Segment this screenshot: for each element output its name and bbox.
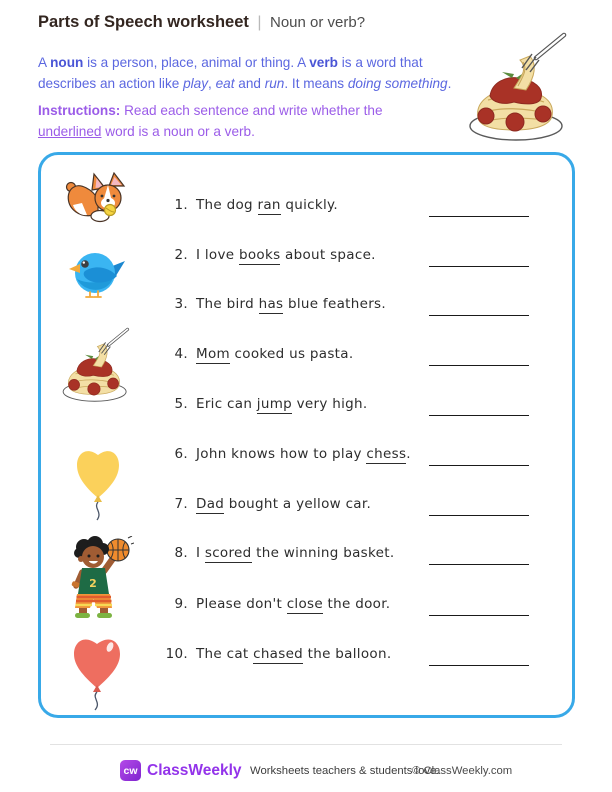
question-sentence [196, 446, 411, 462]
underlined-word: scored [204, 545, 252, 561]
worksheet-title: Parts of Speech worksheet [38, 13, 249, 31]
question-number: 1. [174, 197, 188, 213]
instructions-text: word is a noun or a verb. [101, 123, 255, 139]
underlined-demo-word: underlined [38, 123, 102, 139]
underlined-word: has [258, 296, 284, 312]
footer-copyright: © ClassWeekly.com [412, 765, 513, 777]
underlined-word: Mom [196, 346, 230, 362]
answer-line[interactable] [429, 615, 529, 616]
red-heart-balloon-icon [70, 628, 124, 712]
example-word: eat [215, 75, 235, 91]
instructions-label: Instructions: [38, 103, 121, 118]
intro-text: is a person, place, animal or thing. A [83, 55, 310, 70]
question-number: 10. [165, 646, 188, 662]
worksheet-subtitle: Noun or verb? [269, 14, 366, 31]
question-sentence [196, 646, 391, 662]
footer-tagline: Worksheets teachers & students love. [250, 765, 440, 777]
sentence-text: I love [196, 247, 239, 263]
question-row [38, 294, 575, 314]
intro-text: is a word that describes an action like [38, 55, 423, 91]
sentence-text: very high. [292, 396, 368, 412]
answer-line[interactable] [429, 365, 529, 366]
intro-text: A [38, 55, 51, 70]
instructions-text: Read each sentence and write whether the [120, 103, 383, 118]
answer-line[interactable] [429, 415, 529, 416]
answer-line[interactable] [429, 564, 529, 565]
question-sentence [196, 596, 390, 612]
footer-divider [50, 744, 562, 745]
sentence-text: about space. [280, 247, 376, 263]
sentence-text: The bird [196, 296, 259, 312]
classweekly-logo-icon[interactable]: cw [120, 760, 141, 781]
answer-line[interactable] [429, 216, 529, 217]
sentence-text: blue feathers. [283, 296, 386, 312]
question-row [38, 195, 575, 215]
sentence-text: Please don't [196, 596, 287, 612]
noun-keyword: noun [50, 55, 84, 70]
sentence-text: The dog [196, 197, 258, 213]
answer-line[interactable] [429, 315, 529, 316]
intro-text: and [234, 75, 265, 91]
question-sentence [196, 396, 367, 412]
sentence-text: The cat [196, 646, 254, 662]
example-word: play [183, 75, 209, 91]
underlined-word: close [286, 596, 323, 612]
sentence-text: I [196, 545, 205, 561]
question-sentence [196, 247, 376, 263]
question-sentence [196, 197, 338, 213]
underlined-word: chased [253, 646, 304, 662]
title-separator: | [257, 14, 262, 31]
question-number: 8. [174, 545, 188, 561]
question-number: 4. [174, 346, 188, 362]
question-number: 7. [174, 496, 188, 512]
example-word: run [264, 75, 285, 91]
underlined-word: books [238, 247, 281, 263]
sentence-text: Eric can [196, 396, 257, 412]
question-row [38, 394, 575, 414]
answer-line[interactable] [429, 266, 529, 267]
intro-text: , [208, 75, 216, 91]
question-row [38, 444, 575, 464]
intro-text: . [447, 75, 452, 91]
question-sentence [196, 496, 371, 512]
question-sentence [196, 296, 386, 312]
question-sentence [196, 545, 394, 561]
answer-line[interactable] [429, 665, 529, 666]
definition-paragraph [38, 53, 458, 94]
answer-line[interactable] [429, 515, 529, 516]
brand-name[interactable]: ClassWeekly [147, 762, 242, 779]
sentence-text: the balloon. [303, 646, 392, 662]
question-number: 9. [174, 596, 188, 612]
sentence-text: quickly. [280, 197, 338, 213]
spaghetti-fork-plate-icon [462, 30, 574, 144]
underlined-word: Dad [196, 496, 225, 512]
question-number: 2. [174, 247, 188, 263]
page-title [38, 13, 365, 32]
question-number: 3. [174, 296, 188, 312]
question-number: 6. [174, 446, 188, 462]
question-row [38, 594, 575, 614]
spaghetti-plate-icon [56, 326, 136, 404]
underlined-word: ran [257, 197, 281, 213]
instructions-paragraph [38, 101, 434, 142]
question-row [38, 644, 575, 664]
underlined-word: jump [256, 396, 293, 412]
intro-text: . It means [284, 75, 348, 91]
sentence-text: cooked us pasta. [229, 346, 354, 362]
verb-keyword: verb [309, 55, 338, 70]
underlined-word: chess [366, 446, 407, 462]
jersey-number: 2 [89, 577, 97, 590]
question-row [38, 245, 575, 265]
sentence-text: John knows how to play [196, 446, 367, 462]
question-row [38, 494, 575, 514]
sentence-text: the door. [322, 596, 391, 612]
answer-line[interactable] [429, 465, 529, 466]
question-row [38, 543, 575, 563]
example-word: doing something [347, 75, 448, 91]
question-number: 5. [174, 396, 188, 412]
sentence-text: the winning basket. [251, 545, 395, 561]
question-sentence [196, 346, 353, 362]
question-row [38, 344, 575, 364]
sentence-text: bought a yellow car. [224, 496, 372, 512]
sentence-text: . [406, 446, 411, 462]
